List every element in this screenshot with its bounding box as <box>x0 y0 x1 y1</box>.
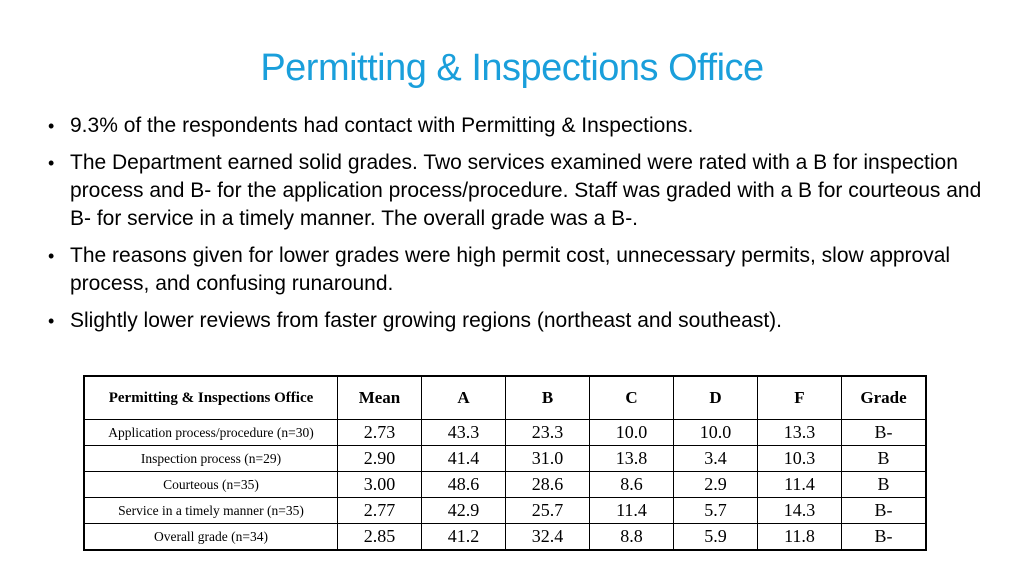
table-row <box>84 524 926 551</box>
bullet-dot-icon: • <box>48 311 55 331</box>
table-cell: 41.2 <box>422 524 506 551</box>
bullet-dot-icon: • <box>48 153 55 173</box>
table-row <box>84 420 926 446</box>
table-cell: B <box>842 446 927 472</box>
row-label-cell: Inspection process (n=29) <box>84 446 338 472</box>
header-cell: B <box>506 376 590 420</box>
row-label-cell: Courteous (n=35) <box>84 472 338 498</box>
bullet-item <box>48 307 998 335</box>
table-cell: 2.90 <box>338 446 422 472</box>
table-cell: 2.9 <box>674 472 758 498</box>
bullet-dot-icon: • <box>48 246 55 266</box>
table-cell: 14.3 <box>758 498 842 524</box>
table-cell: B <box>842 472 927 498</box>
table-cell: 10.0 <box>590 420 674 446</box>
table-row <box>84 498 926 524</box>
bullet-text: 9.3% of the respondents had contact with Permitting & Inspections. <box>70 114 694 137</box>
bullet-dot-icon: • <box>48 116 55 136</box>
table-cell: 2.77 <box>338 498 422 524</box>
table-cell: 10.0 <box>674 420 758 446</box>
grades-table <box>83 375 927 551</box>
header-cell: Permitting & Inspections Office <box>84 376 338 420</box>
table-row <box>84 446 926 472</box>
bullet-text: Slightly lower reviews from faster growing regions (northeast and southeast). <box>70 309 782 332</box>
slide-title: Permitting & Inspections Office <box>260 47 764 89</box>
table-cell: 5.7 <box>674 498 758 524</box>
table-cell: 42.9 <box>422 498 506 524</box>
table-cell: 11.4 <box>590 498 674 524</box>
table-cell: 3.4 <box>674 446 758 472</box>
table-cell: 28.6 <box>506 472 590 498</box>
table-cell: B- <box>842 498 927 524</box>
table-cell: 48.6 <box>422 472 506 498</box>
header-cell: Mean <box>338 376 422 420</box>
table-cell: 10.3 <box>758 446 842 472</box>
header-cell: D <box>674 376 758 420</box>
row-label-cell: Application process/procedure (n=30) <box>84 420 338 446</box>
table-cell: 11.8 <box>758 524 842 551</box>
table-cell: 32.4 <box>506 524 590 551</box>
bullet-item <box>48 112 998 140</box>
table-cell: 11.4 <box>758 472 842 498</box>
bullet-text: The Department earned solid grades. Two services examined were rated with a B for inspection process and B- for the application process/procedure. Staff was graded with a B for courteous and B- for service in a timely manner. The overall grade was a B-. <box>70 151 982 230</box>
bullet-item <box>48 149 998 233</box>
bullet-list <box>48 112 998 344</box>
header-cell: A <box>422 376 506 420</box>
header-cell: Grade <box>842 376 927 420</box>
table-cell: B- <box>842 524 927 551</box>
table-cell: 5.9 <box>674 524 758 551</box>
table-cell: 3.00 <box>338 472 422 498</box>
table-cell: 41.4 <box>422 446 506 472</box>
table-header-row <box>84 376 926 420</box>
bullet-item <box>48 242 998 298</box>
header-cell: F <box>758 376 842 420</box>
table-cell: 8.8 <box>590 524 674 551</box>
table-cell: 2.85 <box>338 524 422 551</box>
row-label-cell: Service in a timely manner (n=35) <box>84 498 338 524</box>
table-cell: 23.3 <box>506 420 590 446</box>
table-cell: 13.3 <box>758 420 842 446</box>
row-label-cell: Overall grade (n=34) <box>84 524 338 551</box>
table-row <box>84 472 926 498</box>
table-cell: 13.8 <box>590 446 674 472</box>
table-cell: 2.73 <box>338 420 422 446</box>
table-cell: 25.7 <box>506 498 590 524</box>
table-cell: 43.3 <box>422 420 506 446</box>
header-cell: C <box>590 376 674 420</box>
table-cell: 8.6 <box>590 472 674 498</box>
bullet-text: The reasons given for lower grades were high permit cost, unnecessary permits, slow approval process, and confusing runaround. <box>70 244 951 295</box>
table-cell: B- <box>842 420 927 446</box>
table-cell: 31.0 <box>506 446 590 472</box>
